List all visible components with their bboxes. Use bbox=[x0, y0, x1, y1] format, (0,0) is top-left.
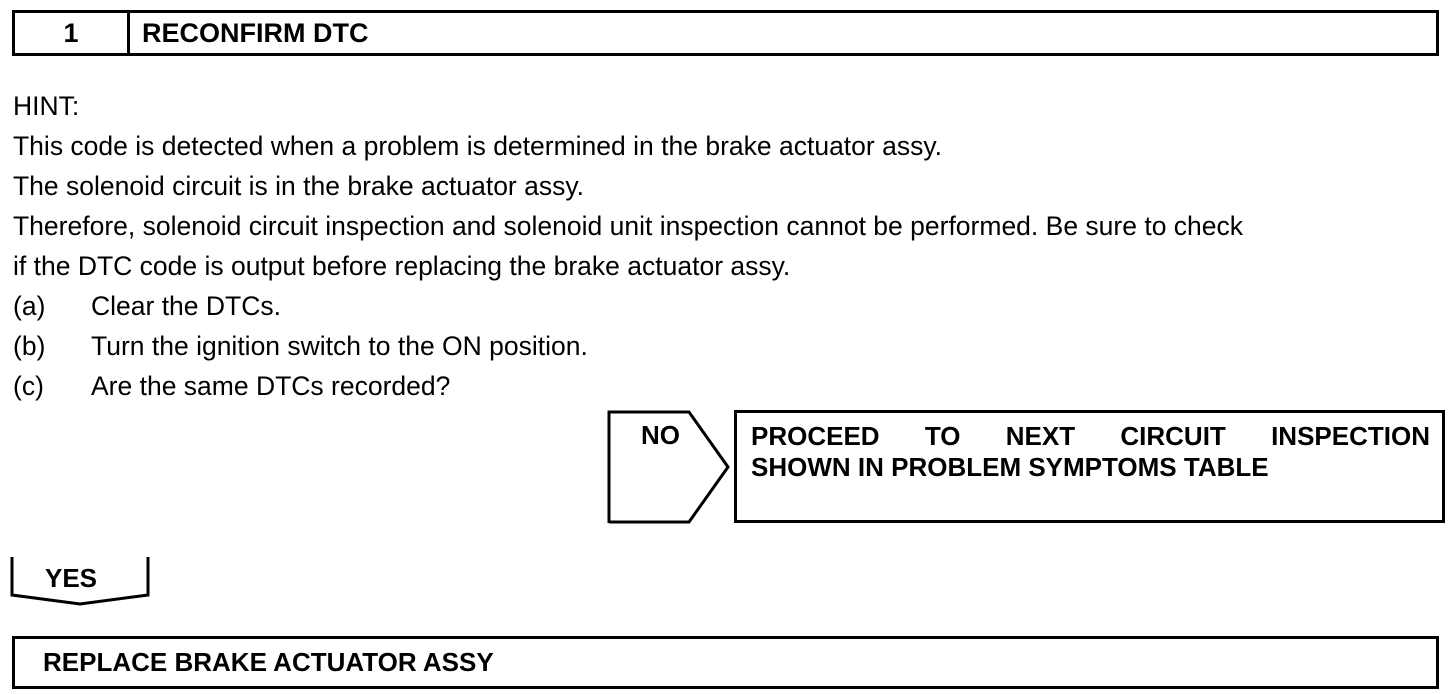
hint-line-2: The solenoid circuit is in the brake actuator assy. bbox=[13, 171, 585, 201]
no-result-box bbox=[734, 410, 1445, 523]
yes-label: YES bbox=[45, 563, 98, 593]
no-label: NO bbox=[641, 420, 680, 450]
procedure-step-text: Clear the DTCs. bbox=[91, 291, 281, 321]
procedure-step-label: (b) bbox=[13, 331, 46, 361]
procedure-step-text: Turn the ignition switch to the ON position. bbox=[91, 331, 588, 361]
procedure-step-label: (a) bbox=[13, 291, 46, 321]
procedure-step-a bbox=[13, 286, 1449, 326]
procedure-step-label: (c) bbox=[13, 371, 44, 401]
yes-result-box bbox=[12, 636, 1439, 689]
hint-section bbox=[13, 86, 1449, 406]
step-header bbox=[12, 10, 1439, 56]
step-number: 1 bbox=[15, 13, 130, 53]
procedure-step-c bbox=[13, 366, 1449, 406]
hint-line-4: if the DTC code is output before replacing the brake actuator assy. bbox=[13, 251, 791, 281]
hint-line-1: This code is detected when a problem is determined in the brake actuator assy. bbox=[13, 131, 942, 161]
no-result-line-1: PROCEED TO NEXT CIRCUIT INSPECTION bbox=[751, 421, 1430, 451]
yes-result-text: REPLACE BRAKE ACTUATOR ASSY bbox=[43, 647, 494, 677]
procedure-step-b bbox=[13, 326, 1449, 366]
hint-line-3: Therefore, solenoid circuit inspection and solenoid unit inspection cannot be performed. Be sure to check bbox=[13, 211, 1244, 241]
step-title: RECONFIRM DTC bbox=[142, 17, 369, 48]
no-result-line-2: SHOWN IN PROBLEM SYMPTOMS TABLE bbox=[751, 452, 1269, 482]
procedure-step-text: Are the same DTCs recorded? bbox=[91, 371, 451, 401]
hint-label: HINT: bbox=[13, 91, 80, 121]
